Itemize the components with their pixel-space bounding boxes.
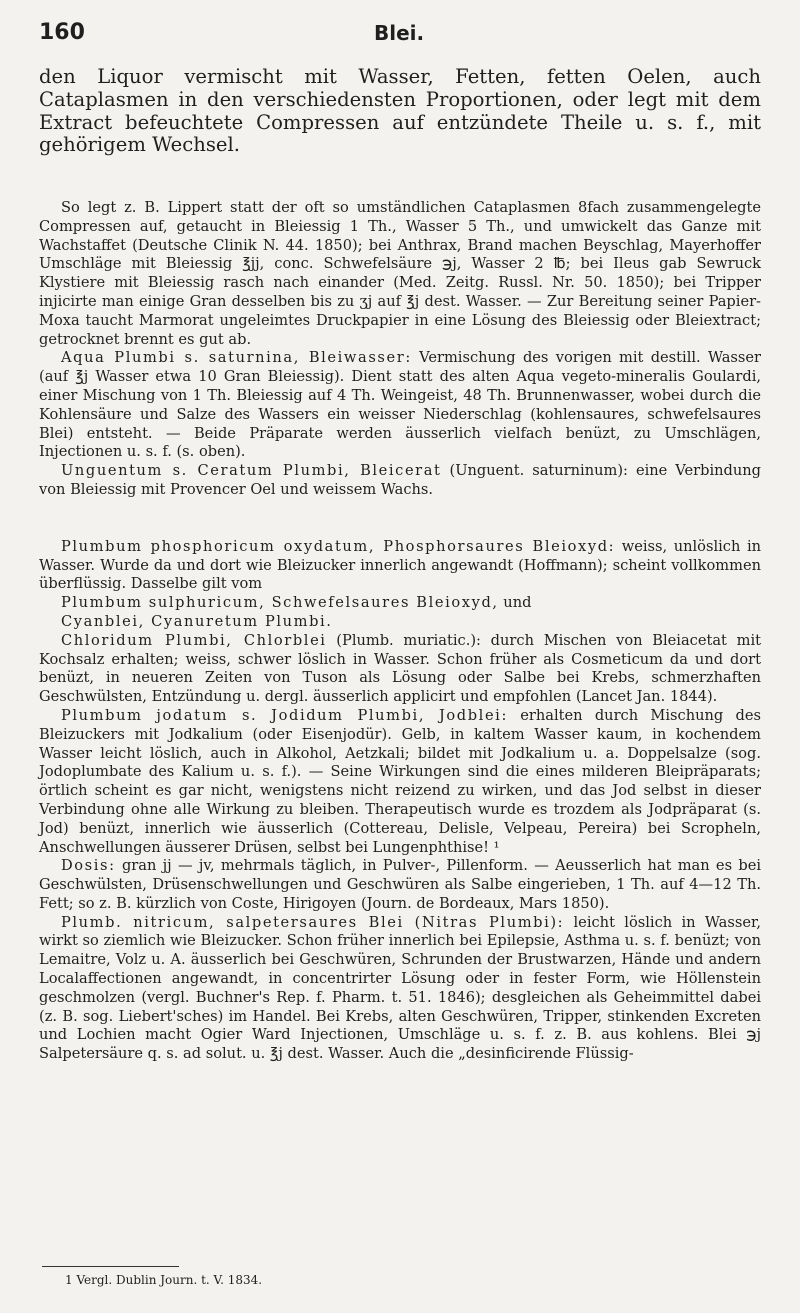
entry-term: Chloridum Plumbi, Chlorblei — [61, 631, 327, 649]
running-head — [39, 20, 761, 50]
paragraph-text: (Unguent. saturninum): eine Verbindung von Bleiessig mit Provencer Oel und weissem Wachs. — [39, 462, 762, 498]
entry-term: Plumbum phosphoricum oxydatum, Phosphorsaures Bleioxyd: — [61, 537, 616, 555]
paragraph-text: gran jj — jv, mehrmals täglich, in Pulver-, Pillenform. — Aeusserlich hat man es bei Geschwülsten, Drüsenschwellungen und Geschwüren als Salbe eingerieben, 1 Th. auf 4—12 Th. Fett; so z. B. kürzlich von Coste, Hirigoyen (Journ. de Bordeaux, Mars 1850). — [39, 857, 761, 912]
section-gap — [39, 500, 761, 538]
book-page — [39, 0, 761, 1313]
footnote: 1 Vergl. Dublin Journ. t. V. 1834. — [65, 1273, 263, 1287]
paragraph-phosphoricum — [39, 538, 761, 594]
paragraph-nitricum — [39, 914, 761, 1064]
paragraph-jodatum — [39, 707, 761, 857]
running-title: Blei. — [374, 21, 425, 45]
main-text — [39, 199, 761, 1064]
paragraph-text: (Plumb. muriatic.): durch Mischen von Bleiacetat mit Kochsalz erhalten; weiss, schwer löslich in Wasser. Schon früher als Cosmeticum da und dort benüzt, in neueren Zeiten von Tuson als Lösung oder Salbe bei Krebs, schmerzhaften Geschwülsten, Entzündung u. dergl. äusserlich applicirt und empfohlen (Lancet Jan. 1844). — [39, 631, 762, 706]
entry-term: Aqua Plumbi s. saturnina, Bleiwasser: — [61, 349, 412, 367]
paragraph-aqua-plumbi — [39, 349, 761, 462]
paragraph-sulphuricum — [39, 594, 761, 613]
intro-paragraph: den Liquor vermischt mit Wasser, Fetten, fetten Oelen, auch Cataplasmen in den verschiedensten Proportionen, oder legt mit dem Extract befeuchtete Compressen auf entzündete Theile u. s. f., mit gehörigem Wechsel. — [39, 65, 761, 157]
paragraph-text: und — [498, 594, 532, 612]
paragraph-text: erhalten durch Mischung des Bleizuckers mit Jodkalium (oder Eisenjodür). Gelb, in kaltem Wasser kaum, in kochendem Wasser leicht löslich, auch in Alkohol, Aetzkali; bildet mit Jodkalium u. a. Doppelsalze (sog. Jodoplumbate des Kalium u. s. f.). — Seine Wirkungen sind die eines milderen Bleipräparats; örtlich scheint es gar nicht, wenigstens nicht reizend zu wirken, und das Jod selbst in dieser Verbindung ohne alle Wirkung zu bleiben. Therapeutisch wurde es trozdem als Jodpräparat (s. Jod) benüzt, innerlich wie äusserlich (Cottereau, Delisle, Velpeau, Pereira) bei Scropheln, Anschwellungen äusserer Drüsen, selbst bei Lungenphthise! ¹ — [39, 706, 761, 856]
paragraph-text: leicht löslich in Wasser, wirkt so ziemlich wie Bleizucker. Schon früher innerlich bei Epilepsie, Asthma u. s. f. benüzt; von Lemaitre, Volz u. A. äusserlich bei Geschwüren, Schrunden der Brustwarzen, Hände und andern Localaffectionen angewandt, in concentrirter Lösung oder in fester Form, wie Höllenstein geschmolzen (vergl. Buchner's Rep. f. Pharm. t. 51. 1846); desgleichen als Geheimmittel dabei (z. B. sog. Liebert'sches) im Handel. Bei Krebs, alten Geschwüren, Tripper, stinkenden Excreten und Lochien macht Ogier Ward Injectionen, Umschläge u. s. f. z. B. aus kohlens. Blei ℈j Salpetersäure q. s. ad solut. u. ℥j dest. Wasser. Auch die „desinficirende Flüssig- — [39, 913, 761, 1063]
entry-term: Unguentum s. Ceratum Plumbi, Bleicerat — [61, 462, 442, 480]
entry-term: Plumbum jodatum s. Jodidum Plumbi, Jodblei: — [61, 706, 508, 724]
entry-term: Plumb. nitricum, salpetersaures Blei (Nitras Plumbi): — [61, 913, 565, 931]
paragraph-chloridum — [39, 632, 761, 707]
paragraph-text: weiss, unlöslich in Wasser. Wurde da und dort wie Bleizucker innerlich angewandt (Hoffmann); scheint vollkommen überflüssig. Dasselbe gilt vom — [39, 537, 762, 593]
paragraph-dosis — [39, 857, 761, 913]
paragraph-text: So legt z. B. Lippert statt der oft so umständlichen Cataplasmen 8fach zusammengelegte Compressen auf, getaucht in Bleiessig 1 Th., Wasser 5 Th., und umwickelt das Ganze mit Wachstaffet (Deutsche Clinik N. 44. 1850); bei Anthrax, Brand machen Beyschlag, Mayerhoffer Umschläge mit Bleiessig ℥jj, conc. Schwefelsäure ℈j, Wasser 2 ℔; bei Ileus gab Sewruck Klystiere mit Bleiessig rasch nach einander (Med. Zeitg. Russl. Nr. 50. 1850); bei Tripper injicirte man einige Gran desselben bis zu ʒj auf ℥j dest. Wasser. — Zur Bereitung seiner Papier-Moxa taucht Marmorat ungeleimtes Druckpapier in eine Lösung des Bleiessig oder Bleiextract; getrocknet brennt es gut ab. — [39, 199, 761, 348]
paragraph-cyanblei — [39, 613, 761, 632]
entry-term: Cyanblei, Cyanuretum Plumbi. — [61, 612, 333, 630]
paragraph-unguentum — [39, 462, 761, 500]
paragraph-lippert — [39, 199, 761, 349]
paragraph-text: Vermischung des vorigen mit destill. Wasser (auf ℥j Wasser etwa 10 Gran Bleiessig). Dient statt des alten Aqua vegeto-mineralis Goulardi, einer Mischung von 1 Th. Bleiessig auf 4 Th. Weingeist, 48 Th. Brunnenwasser, wobei durch die Kohlensäure und Salze des Wassers ein weisser Niederschlag (kohlensaures, schwefelsaures Blei) entsteht. — Beide Präparate werden äusserlich vielfach benüzt, zu Umschlägen, Injectionen u. s. f. (s. oben). — [39, 349, 761, 461]
entry-term: Dosis: — [61, 857, 116, 875]
footnote-rule — [42, 1266, 179, 1267]
page-number: 160 — [39, 20, 85, 45]
entry-term: Plumbum sulphuricum, Schwefelsaures Bleioxyd, — [61, 594, 499, 612]
